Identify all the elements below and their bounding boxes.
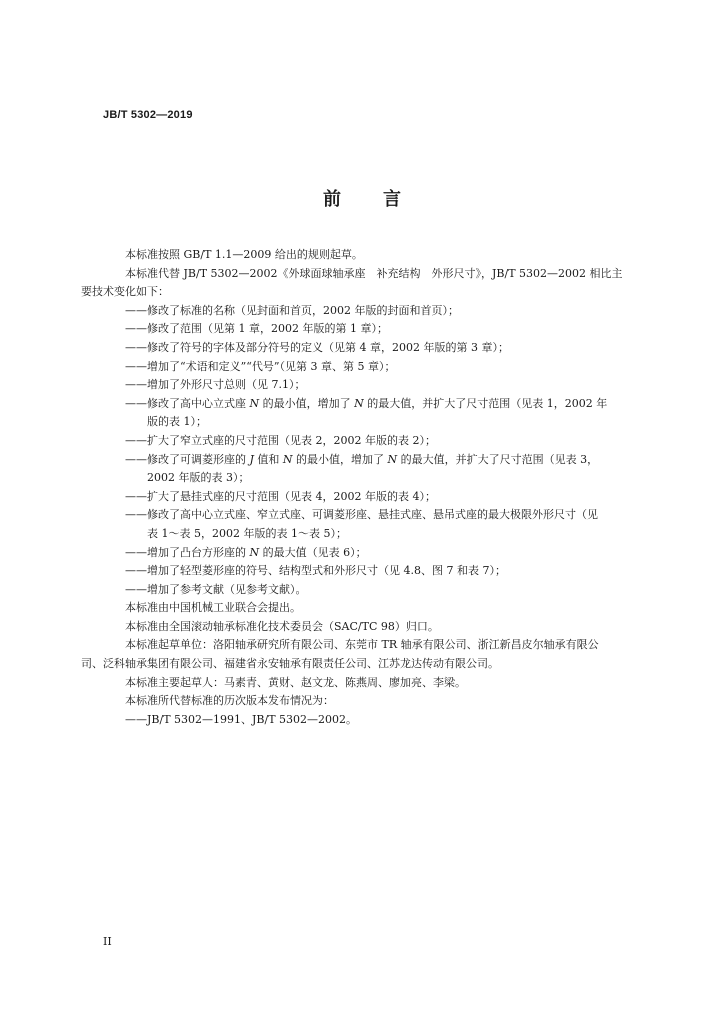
change-item-11: ——增加了凸台方形座的 N 的最大值（见表 6）； bbox=[125, 545, 367, 559]
page-title bbox=[0, 185, 724, 211]
change-item-8: ——修改了可调菱形座的 J 值和 N 的最小值，增加了 N 的最大值，并扩大了尺寸范围（见表 3， 2002 年版的表 3）； bbox=[103, 451, 640, 488]
symbol-n: N bbox=[282, 452, 293, 466]
paragraph-history-intro: 本标准所代替标准的历次版本发布情况为： bbox=[125, 694, 334, 708]
symbol-n: N bbox=[249, 545, 260, 559]
paragraph-replacement-line-2: 要技术变化如下： bbox=[81, 285, 169, 299]
paragraph-drafting-rules: 本标准按照 GB/T 1.1—2009 给出的规则起草。 bbox=[125, 248, 363, 261]
symbol-n: N bbox=[387, 452, 398, 466]
change-item-6: ——修改了高中心立式座 N 的最小值，增加了 N 的最大值，并扩大了尺寸范围（见表 1，2002 年 版的表 1）； bbox=[103, 395, 640, 432]
change-item-4: ——增加了“术语和定义”“代号”（见第 3 章、第 5 章）； bbox=[125, 359, 396, 373]
paragraph-proposed-by: 本标准由中国机械工业联合会提出。 bbox=[125, 601, 301, 615]
change-item-8-continuation: 2002 年版的表 3）； bbox=[147, 471, 250, 485]
change-item-5: ——增加了外形尺寸总则（见 7.1）； bbox=[125, 378, 306, 392]
history-item: ——JB/T 5302—1991、JB/T 5302—2002。 bbox=[125, 712, 358, 726]
change-item-9: ——扩大了悬挂式座的尺寸范围（见表 4，2002 年版的表 4）； bbox=[125, 489, 436, 503]
change-item-1: ——修改了标准的名称（见封面和首页，2002 年版的封面和首页）； bbox=[125, 303, 459, 317]
symbol-j: J bbox=[249, 452, 254, 466]
paragraph-centralized-by: 本标准由全国滚动轴承标准化技术委员会（SAC/TC 98）归口。 bbox=[125, 619, 439, 633]
paragraph-replacement-line-1: 本标准代替 JB/T 5302—2002《外球面球轴承座 补充结构 外形尺寸》，JB/T 5302—2002 相比主 bbox=[125, 266, 623, 280]
foreword-body bbox=[81, 246, 640, 729]
title-char-1: 前 bbox=[323, 189, 341, 210]
standard-code-header: JB/T 5302—2019 bbox=[103, 109, 193, 121]
change-item-7: ——扩大了窄立式座的尺寸范围（见表 2，2002 年版的表 2）； bbox=[125, 433, 436, 447]
symbol-n: N bbox=[354, 396, 364, 410]
change-item-10-continuation: 表 1～表 5，2002 年版的表 1～表 5）； bbox=[147, 526, 347, 540]
paragraph-drafting-units: 本标准起草单位：洛阳轴承研究所有限公司、东莞市 TR 轴承有限公司、浙江新昌皮尔轴承有限公 司、泛科轴承集团有限公司、福建省永安轴承有限责任公司、江苏龙达传动有限公司。 bbox=[81, 638, 599, 671]
paragraph-drafters: 本标准主要起草人：马素青、黄财、赵文龙、陈燕周、廖加亮、李梁。 bbox=[125, 675, 466, 689]
page-number: II bbox=[103, 935, 112, 948]
change-item-3: ——修改了符号的字体及部分符号的定义（见第 4 章，2002 年版的第 3 章）； bbox=[125, 340, 509, 354]
change-item-6-continuation: 版的表 1）； bbox=[147, 415, 207, 429]
change-item-13: ——增加了参考文献（见参考文献）。 bbox=[125, 582, 307, 596]
change-item-12: ——增加了轻型菱形座的符号、结构型式和外形尺寸（见 4.8、图 7 和表 7）； bbox=[125, 564, 506, 578]
title-char-2: 言 bbox=[383, 189, 401, 210]
symbol-n: N bbox=[249, 396, 260, 410]
change-item-10: ——修改了高中心立式座、窄立式座、可调菱形座、悬挂式座、悬吊式座的最大极限外形尺寸（见 表 1～表 5，2002 年版的表 1～表 5）； bbox=[103, 506, 640, 543]
paragraph-replacement bbox=[81, 265, 640, 302]
change-item-2: ——修改了范围（见第 1 章，2002 年版的第 1 章）； bbox=[125, 322, 388, 336]
